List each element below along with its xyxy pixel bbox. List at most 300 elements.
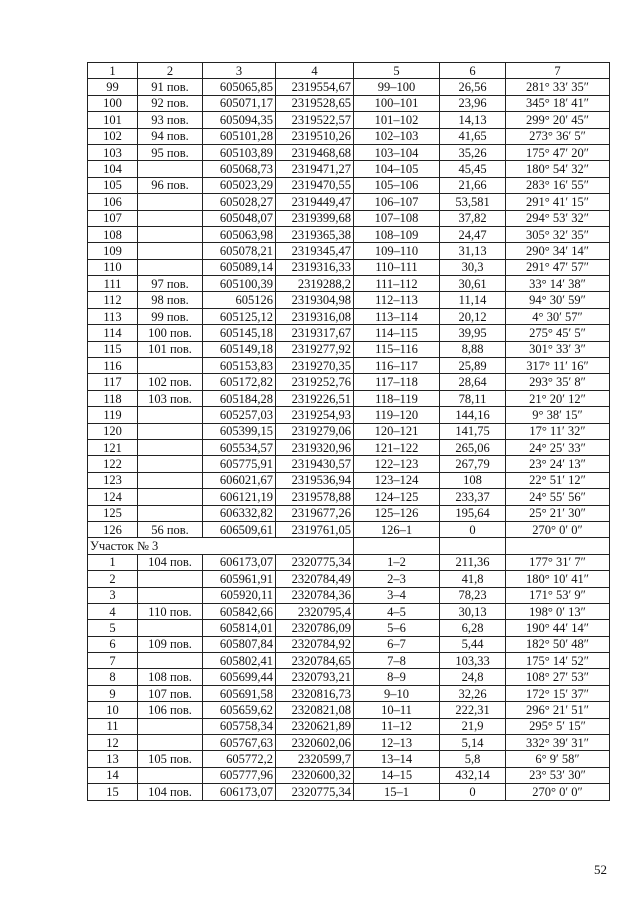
point-number: 113: [88, 308, 138, 324]
turn-point-label: [138, 194, 203, 210]
x-coordinate: 605802,41: [203, 653, 276, 669]
direction-angle: 9° 38′ 15″: [506, 407, 610, 423]
point-number: 121: [88, 439, 138, 455]
table-row: [88, 358, 610, 374]
turn-point-label: 94 пов.: [138, 128, 203, 144]
point-number: 7: [88, 653, 138, 669]
direction-angle: 24° 25′ 33″: [506, 439, 610, 455]
segment: 100–101: [354, 95, 440, 111]
segment-length: 0: [440, 784, 506, 800]
y-coordinate: 2320786,09: [276, 620, 354, 636]
direction-angle: 21° 20′ 12″: [506, 390, 610, 406]
turn-point-label: 98 пов.: [138, 292, 203, 308]
turn-point-label: 110 пов.: [138, 603, 203, 619]
turn-point-label: 100 пов.: [138, 325, 203, 341]
segment: 7–8: [354, 653, 440, 669]
table-row: [88, 718, 610, 734]
table-row: [88, 276, 610, 292]
y-coordinate: 2319399,68: [276, 210, 354, 226]
direction-angle: 94° 30′ 59″: [506, 292, 610, 308]
turn-point-label: [138, 735, 203, 751]
segment-length: 37,82: [440, 210, 506, 226]
x-coordinate: 606021,67: [203, 472, 276, 488]
turn-point-label: 101 пов.: [138, 341, 203, 357]
direction-angle: 305° 32′ 35″: [506, 226, 610, 242]
direction-angle: 291° 41′ 15″: [506, 194, 610, 210]
table-row: [88, 95, 610, 111]
segment-length: 41,65: [440, 128, 506, 144]
y-coordinate: 2319277,92: [276, 341, 354, 357]
segment-length: 8,88: [440, 341, 506, 357]
y-coordinate: 2319288,2: [276, 276, 354, 292]
turn-point-label: [138, 358, 203, 374]
y-coordinate: 2319471,27: [276, 161, 354, 177]
turn-point-label: [138, 161, 203, 177]
x-coordinate: 605145,18: [203, 325, 276, 341]
x-coordinate: 605065,85: [203, 79, 276, 95]
column-header: 7: [506, 63, 610, 79]
segment: 106–107: [354, 194, 440, 210]
turn-point-label: [138, 210, 203, 226]
segment: 1–2: [354, 554, 440, 570]
direction-angle: 108° 27′ 53″: [506, 669, 610, 685]
segment: 122–123: [354, 456, 440, 472]
x-coordinate: 605775,91: [203, 456, 276, 472]
table-row: [88, 767, 610, 783]
x-coordinate: 605184,28: [203, 390, 276, 406]
segment-length: 21,66: [440, 177, 506, 193]
x-coordinate: 605068,73: [203, 161, 276, 177]
x-coordinate: 605089,14: [203, 259, 276, 275]
segment-length: 195,64: [440, 505, 506, 521]
y-coordinate: 2319317,67: [276, 325, 354, 341]
direction-angle: 177° 31′ 7″: [506, 554, 610, 570]
segment-length: 53,581: [440, 194, 506, 210]
column-header: 2: [138, 63, 203, 79]
turn-point-label: [138, 423, 203, 439]
point-number: 106: [88, 194, 138, 210]
direction-angle: 182° 50′ 48″: [506, 636, 610, 652]
y-coordinate: 2320784,36: [276, 587, 354, 603]
segment: 10–11: [354, 702, 440, 718]
segment: 101–102: [354, 112, 440, 128]
x-coordinate: 605399,15: [203, 423, 276, 439]
x-coordinate: 605125,12: [203, 308, 276, 324]
segment-length: 39,95: [440, 325, 506, 341]
segment-length: 20,12: [440, 308, 506, 324]
direction-angle: 275° 45′ 5″: [506, 325, 610, 341]
coordinates-table: [87, 62, 610, 801]
y-coordinate: 2320816,73: [276, 685, 354, 701]
point-number: 112: [88, 292, 138, 308]
point-number: 3: [88, 587, 138, 603]
y-coordinate: 2319270,35: [276, 358, 354, 374]
x-coordinate: 606173,07: [203, 554, 276, 570]
y-coordinate: 2319345,47: [276, 243, 354, 259]
direction-angle: 301° 33′ 3″: [506, 341, 610, 357]
table-row: [88, 308, 610, 324]
direction-angle: 172° 15′ 37″: [506, 685, 610, 701]
segment-length: 233,37: [440, 489, 506, 505]
segment: 119–120: [354, 407, 440, 423]
segment: 118–119: [354, 390, 440, 406]
direction-angle: 270° 0′ 0″: [506, 521, 610, 537]
segment-length: 211,36: [440, 554, 506, 570]
segment: 12–13: [354, 735, 440, 751]
segment-length: 141,75: [440, 423, 506, 439]
table-row: [88, 571, 610, 587]
table-row: [88, 472, 610, 488]
y-coordinate: 2320795,4: [276, 603, 354, 619]
x-coordinate: 605842,66: [203, 603, 276, 619]
x-coordinate: 605807,84: [203, 636, 276, 652]
segment: 105–106: [354, 177, 440, 193]
point-number: 125: [88, 505, 138, 521]
turn-point-label: 106 пов.: [138, 702, 203, 718]
direction-angle: 290° 34′ 14″: [506, 243, 610, 259]
y-coordinate: 2320784,65: [276, 653, 354, 669]
segment-length: 31,13: [440, 243, 506, 259]
table-row: [88, 325, 610, 341]
point-number: 4: [88, 603, 138, 619]
segment-length: 25,89: [440, 358, 506, 374]
x-coordinate: 605961,91: [203, 571, 276, 587]
x-coordinate: 605772,2: [203, 751, 276, 767]
direction-angle: 281° 33′ 35″: [506, 79, 610, 95]
table-row: [88, 259, 610, 275]
x-coordinate: 606509,61: [203, 521, 276, 537]
empty-cell: [440, 538, 506, 554]
segment: 125–126: [354, 505, 440, 521]
segment-length: 30,3: [440, 259, 506, 275]
x-coordinate: 605758,34: [203, 718, 276, 734]
direction-angle: 345° 18′ 41″: [506, 95, 610, 111]
segment: 102–103: [354, 128, 440, 144]
x-coordinate: 605777,96: [203, 767, 276, 783]
turn-point-label: 99 пов.: [138, 308, 203, 324]
y-coordinate: 2319254,93: [276, 407, 354, 423]
direction-angle: 180° 10′ 41″: [506, 571, 610, 587]
turn-point-label: 96 пов.: [138, 177, 203, 193]
point-number: 102: [88, 128, 138, 144]
x-coordinate: 605153,83: [203, 358, 276, 374]
direction-angle: 25° 21′ 30″: [506, 505, 610, 521]
point-number: 99: [88, 79, 138, 95]
table-row: [88, 505, 610, 521]
point-number: 15: [88, 784, 138, 800]
y-coordinate: 2320600,32: [276, 767, 354, 783]
y-coordinate: 2320602,06: [276, 735, 354, 751]
y-coordinate: 2319320,96: [276, 439, 354, 455]
segment-length: 30,61: [440, 276, 506, 292]
direction-angle: 294° 53′ 32″: [506, 210, 610, 226]
y-coordinate: 2320621,89: [276, 718, 354, 734]
point-number: 120: [88, 423, 138, 439]
table-row: [88, 243, 610, 259]
x-coordinate: 605814,01: [203, 620, 276, 636]
turn-point-label: 56 пов.: [138, 521, 203, 537]
segment-length: 144,16: [440, 407, 506, 423]
y-coordinate: 2319761,05: [276, 521, 354, 537]
y-coordinate: 2320775,34: [276, 554, 354, 570]
y-coordinate: 2319522,57: [276, 112, 354, 128]
turn-point-label: 109 пов.: [138, 636, 203, 652]
direction-angle: 317° 11′ 16″: [506, 358, 610, 374]
table-row: [88, 587, 610, 603]
segment-length: 11,14: [440, 292, 506, 308]
direction-angle: 23° 53′ 30″: [506, 767, 610, 783]
table-row: [88, 620, 610, 636]
segment-length: 24,8: [440, 669, 506, 685]
table-row: [88, 685, 610, 701]
table-row: [88, 603, 610, 619]
direction-angle: 175° 47′ 20″: [506, 144, 610, 160]
turn-point-label: 93 пов.: [138, 112, 203, 128]
turn-point-label: [138, 489, 203, 505]
direction-angle: 175° 14′ 52″: [506, 653, 610, 669]
direction-angle: 299° 20′ 45″: [506, 112, 610, 128]
segment: 124–125: [354, 489, 440, 505]
point-number: 108: [88, 226, 138, 242]
empty-cell: [354, 538, 440, 554]
point-number: 101: [88, 112, 138, 128]
x-coordinate: 605103,89: [203, 144, 276, 160]
y-coordinate: 2320775,34: [276, 784, 354, 800]
segment: 117–118: [354, 374, 440, 390]
turn-point-label: [138, 259, 203, 275]
x-coordinate: 605048,07: [203, 210, 276, 226]
point-number: 13: [88, 751, 138, 767]
table-row: [88, 112, 610, 128]
point-number: 104: [88, 161, 138, 177]
turn-point-label: [138, 226, 203, 242]
direction-angle: 293° 35′ 8″: [506, 374, 610, 390]
y-coordinate: 2319528,65: [276, 95, 354, 111]
point-number: 109: [88, 243, 138, 259]
column-header: 5: [354, 63, 440, 79]
y-coordinate: 2319536,94: [276, 472, 354, 488]
x-coordinate: 605126: [203, 292, 276, 308]
y-coordinate: 2319510,26: [276, 128, 354, 144]
segment: 120–121: [354, 423, 440, 439]
table-row: [88, 128, 610, 144]
x-coordinate: 605699,44: [203, 669, 276, 685]
segment: 109–110: [354, 243, 440, 259]
direction-angle: 296° 21′ 51″: [506, 702, 610, 718]
header-row: [88, 63, 610, 79]
segment-length: 108: [440, 472, 506, 488]
turn-point-label: [138, 653, 203, 669]
segment-length: 26,56: [440, 79, 506, 95]
segment-length: 45,45: [440, 161, 506, 177]
table-row: [88, 439, 610, 455]
x-coordinate: 605534,57: [203, 439, 276, 455]
segment-length: 23,96: [440, 95, 506, 111]
x-coordinate: 605767,63: [203, 735, 276, 751]
segment-length: 78,23: [440, 587, 506, 603]
x-coordinate: 605100,39: [203, 276, 276, 292]
segment-length: 24,47: [440, 226, 506, 242]
y-coordinate: 2320821,08: [276, 702, 354, 718]
point-number: 8: [88, 669, 138, 685]
point-number: 12: [88, 735, 138, 751]
point-number: 122: [88, 456, 138, 472]
turn-point-label: [138, 620, 203, 636]
point-number: 123: [88, 472, 138, 488]
turn-point-label: 104 пов.: [138, 784, 203, 800]
segment: 123–124: [354, 472, 440, 488]
segment-length: 0: [440, 521, 506, 537]
table-row: [88, 653, 610, 669]
y-coordinate: 2319677,26: [276, 505, 354, 521]
direction-angle: 6° 9′ 58″: [506, 751, 610, 767]
segment: 108–109: [354, 226, 440, 242]
turn-point-label: 105 пов.: [138, 751, 203, 767]
direction-angle: 270° 0′ 0″: [506, 784, 610, 800]
x-coordinate: 605659,62: [203, 702, 276, 718]
table-row: [88, 226, 610, 242]
point-number: 2: [88, 571, 138, 587]
point-number: 9: [88, 685, 138, 701]
turn-point-label: 95 пов.: [138, 144, 203, 160]
table-row: [88, 456, 610, 472]
point-number: 110: [88, 259, 138, 275]
column-header: 4: [276, 63, 354, 79]
turn-point-label: [138, 456, 203, 472]
y-coordinate: 2319449,47: [276, 194, 354, 210]
table-row: [88, 210, 610, 226]
segment: 9–10: [354, 685, 440, 701]
direction-angle: 24° 55′ 56″: [506, 489, 610, 505]
direction-angle: 33° 14′ 38″: [506, 276, 610, 292]
point-number: 111: [88, 276, 138, 292]
segment: 5–6: [354, 620, 440, 636]
segment-length: 78,11: [440, 390, 506, 406]
column-header: 3: [203, 63, 276, 79]
direction-angle: 180° 54′ 32″: [506, 161, 610, 177]
turn-point-label: 91 пов.: [138, 79, 203, 95]
segment: 126–1: [354, 521, 440, 537]
y-coordinate: 2319430,57: [276, 456, 354, 472]
y-coordinate: 2319226,51: [276, 390, 354, 406]
table-row: [88, 784, 610, 800]
direction-angle: 291° 47′ 57″: [506, 259, 610, 275]
direction-angle: 171° 53′ 9″: [506, 587, 610, 603]
segment-length: 265,06: [440, 439, 506, 455]
x-coordinate: 605920,11: [203, 587, 276, 603]
table-row: [88, 194, 610, 210]
segment-length: 21,9: [440, 718, 506, 734]
point-number: 107: [88, 210, 138, 226]
x-coordinate: 605691,58: [203, 685, 276, 701]
segment: 121–122: [354, 439, 440, 455]
segment: 6–7: [354, 636, 440, 652]
segment: 4–5: [354, 603, 440, 619]
table-row: [88, 144, 610, 160]
segment-length: 5,14: [440, 735, 506, 751]
segment: 2–3: [354, 571, 440, 587]
y-coordinate: 2319554,67: [276, 79, 354, 95]
point-number: 115: [88, 341, 138, 357]
segment-length: 35,26: [440, 144, 506, 160]
table-row: [88, 407, 610, 423]
table-row: [88, 702, 610, 718]
turn-point-label: 103 пов.: [138, 390, 203, 406]
point-number: 116: [88, 358, 138, 374]
turn-point-label: [138, 505, 203, 521]
direction-angle: 273° 36′ 5″: [506, 128, 610, 144]
direction-angle: 332° 39′ 31″: [506, 735, 610, 751]
turn-point-label: [138, 243, 203, 259]
table-row: [88, 292, 610, 308]
segment: 112–113: [354, 292, 440, 308]
table-row: [88, 390, 610, 406]
direction-angle: 283° 16′ 55″: [506, 177, 610, 193]
y-coordinate: 2320793,21: [276, 669, 354, 685]
y-coordinate: 2319316,33: [276, 259, 354, 275]
section-row: [88, 538, 610, 554]
turn-point-label: 108 пов.: [138, 669, 203, 685]
segment-length: 5,8: [440, 751, 506, 767]
point-number: 14: [88, 767, 138, 783]
point-number: 105: [88, 177, 138, 193]
y-coordinate: 2319279,06: [276, 423, 354, 439]
x-coordinate: 605023,29: [203, 177, 276, 193]
point-number: 114: [88, 325, 138, 341]
segment: 99–100: [354, 79, 440, 95]
segment: 111–112: [354, 276, 440, 292]
direction-angle: 22° 51′ 12″: [506, 472, 610, 488]
segment-length: 432,14: [440, 767, 506, 783]
y-coordinate: 2320784,49: [276, 571, 354, 587]
point-number: 118: [88, 390, 138, 406]
segment-length: 267,79: [440, 456, 506, 472]
table-row: [88, 341, 610, 357]
turn-point-label: [138, 718, 203, 734]
x-coordinate: 606332,82: [203, 505, 276, 521]
y-coordinate: 2319470,55: [276, 177, 354, 193]
turn-point-label: 107 пов.: [138, 685, 203, 701]
x-coordinate: 606173,07: [203, 784, 276, 800]
turn-point-label: [138, 587, 203, 603]
table-row: [88, 751, 610, 767]
point-number: 103: [88, 144, 138, 160]
point-number: 1: [88, 554, 138, 570]
point-number: 126: [88, 521, 138, 537]
table-row: [88, 735, 610, 751]
segment: 8–9: [354, 669, 440, 685]
segment-length: 30,13: [440, 603, 506, 619]
direction-angle: 198° 0′ 13″: [506, 603, 610, 619]
point-number: 119: [88, 407, 138, 423]
turn-point-label: [138, 439, 203, 455]
segment: 14–15: [354, 767, 440, 783]
table-row: [88, 374, 610, 390]
x-coordinate: 605078,21: [203, 243, 276, 259]
table-row: [88, 554, 610, 570]
segment-length: 222,31: [440, 702, 506, 718]
table-row: [88, 489, 610, 505]
point-number: 100: [88, 95, 138, 111]
y-coordinate: 2319316,08: [276, 308, 354, 324]
segment: 11–12: [354, 718, 440, 734]
turn-point-label: 104 пов.: [138, 554, 203, 570]
y-coordinate: 2319365,38: [276, 226, 354, 242]
x-coordinate: 605094,35: [203, 112, 276, 128]
segment-length: 32,26: [440, 685, 506, 701]
y-coordinate: 2320784,92: [276, 636, 354, 652]
direction-angle: 17° 11′ 32″: [506, 423, 610, 439]
